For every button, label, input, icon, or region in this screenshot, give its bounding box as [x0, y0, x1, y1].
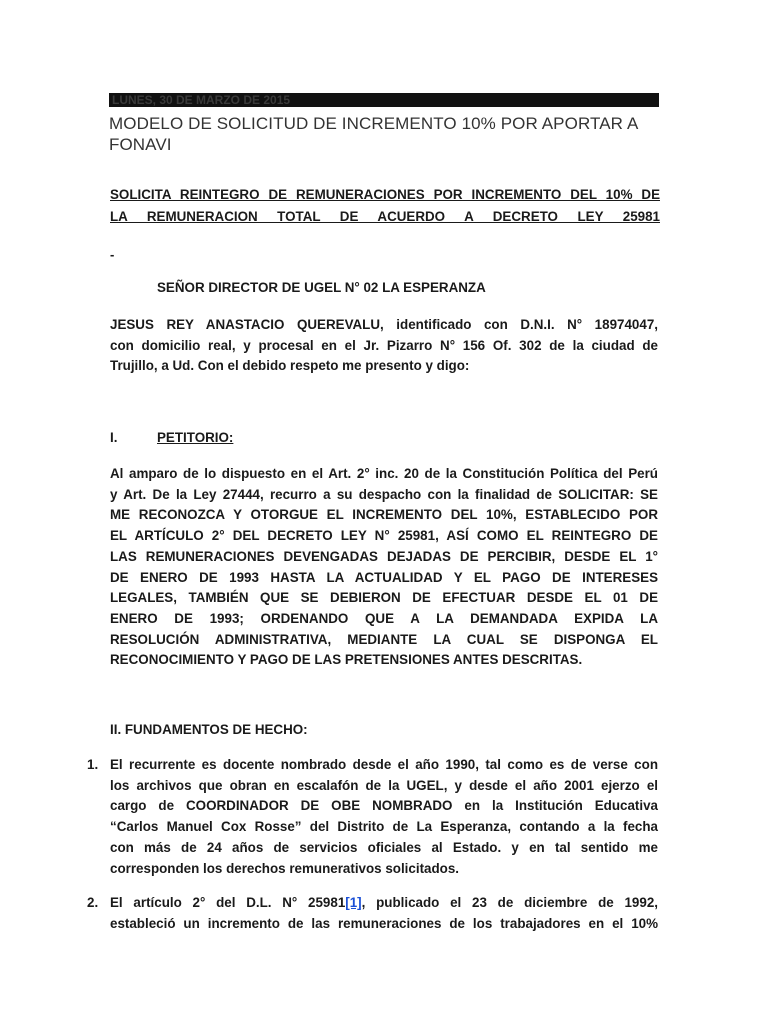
item-2-line-2: estableció un incremento de las remuneraciones de los trabajadores en el 10% [110, 915, 658, 931]
petitorio-line: EL ARTÍCULO 2° DEL DECRETO LEY N° 25981, ASÍ COMO EL REINTEGRO DE [110, 528, 658, 544]
petitorio-line: y Art. De la Ley 27444, recurro a su despacho con la finalidad de SOLICITAR: SE [110, 486, 658, 502]
post-date: LUNES, 30 DE MARZO DE 2015 [112, 93, 291, 107]
item-1-line: los archivos que obran en escalafón de la UGEL, y desde el año 2001 ejerzo el [110, 777, 658, 793]
petitorio-line: DE ENERO DE 1993 HASTA LA ACTUALIDAD Y EL PAGO DE INTERESES [110, 569, 658, 585]
item-2-text-after: , publicado el 23 de diciembre de 1992, [361, 895, 658, 910]
intro-line: JESUS REY ANASTACIO QUEREVALU, identificado con D.N.I. N° 18974047, [110, 317, 658, 332]
petitorio-line: ENERO DE 1993; ORDENANDO QUE A LA DEMANDADA EXPIDA LA [110, 610, 658, 626]
subject-line-2: LA REMUNERACION TOTAL DE ACUERDO A DECRETO LEY 25981 [110, 209, 660, 224]
item-1-line: con más de 24 años de servicios oficiales al Estado. y en tal sentido me [110, 839, 658, 855]
post-date-bar [109, 93, 659, 107]
item-1-line: “Carlos Manuel Cox Rosse” del Distrito de La Esperanza, contando a la fecha [110, 819, 658, 835]
item-2-paragraph [110, 893, 658, 934]
addressee: SEÑOR DIRECTOR DE UGEL N° 02 LA ESPERANZA [157, 280, 486, 295]
item-2-line-1 [110, 893, 658, 914]
item-1-number: 1. [87, 757, 99, 772]
petitorio-line: RECONOCIMIENTO Y PAGO DE LAS PRETENSIONES ANTES DESCRITAS. [110, 652, 583, 668]
petitorio-line: LEGALES, TAMBIÉN QUE SE DEBIERON DE EFECTUAR DESDE EL 01 DE [110, 590, 658, 606]
petitorio-line: RESOLUCIÓN ADMINISTRATIVA, MEDIANTE LA CUAL SE DISPONGA EL [110, 631, 658, 647]
section-1-title: PETITORIO: [157, 430, 234, 445]
document-subject [110, 184, 660, 228]
item-1-line: corresponden los derechos remunerativos solicitados. [110, 860, 460, 876]
petitorio-line: Al amparo de lo dispuesto en el Art. 2° inc. 20 de la Constitución Política del Perú [110, 466, 658, 481]
item-2-text-before: El artículo 2° del D.L. N° 25981 [110, 895, 346, 910]
intro-line: Trujillo, a Ud. Con el debido respeto me presento y digo: [110, 358, 470, 374]
item-1-line: cargo de COORDINADOR DE OBE NOMBRADO en la Institución Educativa [110, 798, 658, 814]
item-2-number: 2. [87, 895, 99, 910]
dash-marker: - [110, 247, 115, 262]
footnote-link[interactable]: [1] [345, 895, 362, 910]
section-2-title: II. FUNDAMENTOS DE HECHO: [110, 722, 308, 737]
item-1-paragraph [110, 755, 658, 879]
intro-line: con domicilio real, y procesal en el Jr. Pizarro N° 156 Of. 302 de la ciudad de [110, 337, 658, 353]
petitorio-paragraph [110, 464, 658, 671]
item-1-line: El recurrente es docente nombrado desde el año 1990, tal como es de verse con [110, 757, 658, 772]
petitorio-line: ME RECONOZCA Y OTORGUE EL INCREMENTO DEL 10%, ESTABLECIDO POR [110, 507, 658, 523]
subject-line-1: SOLICITA REINTEGRO DE REMUNERACIONES POR INCREMENTO DEL 10% DE [110, 187, 660, 202]
post-title[interactable]: MODELO DE SOLICITUD DE INCREMENTO 10% POR APORTAR A FONAVI [109, 114, 638, 154]
section-1-numeral: I. [110, 430, 118, 445]
intro-paragraph [110, 315, 658, 377]
petitorio-line: LAS REMUNERACIONES DEVENGADAS DEJADAS DE PERCIBIR, DESDE EL 1° [110, 548, 658, 564]
